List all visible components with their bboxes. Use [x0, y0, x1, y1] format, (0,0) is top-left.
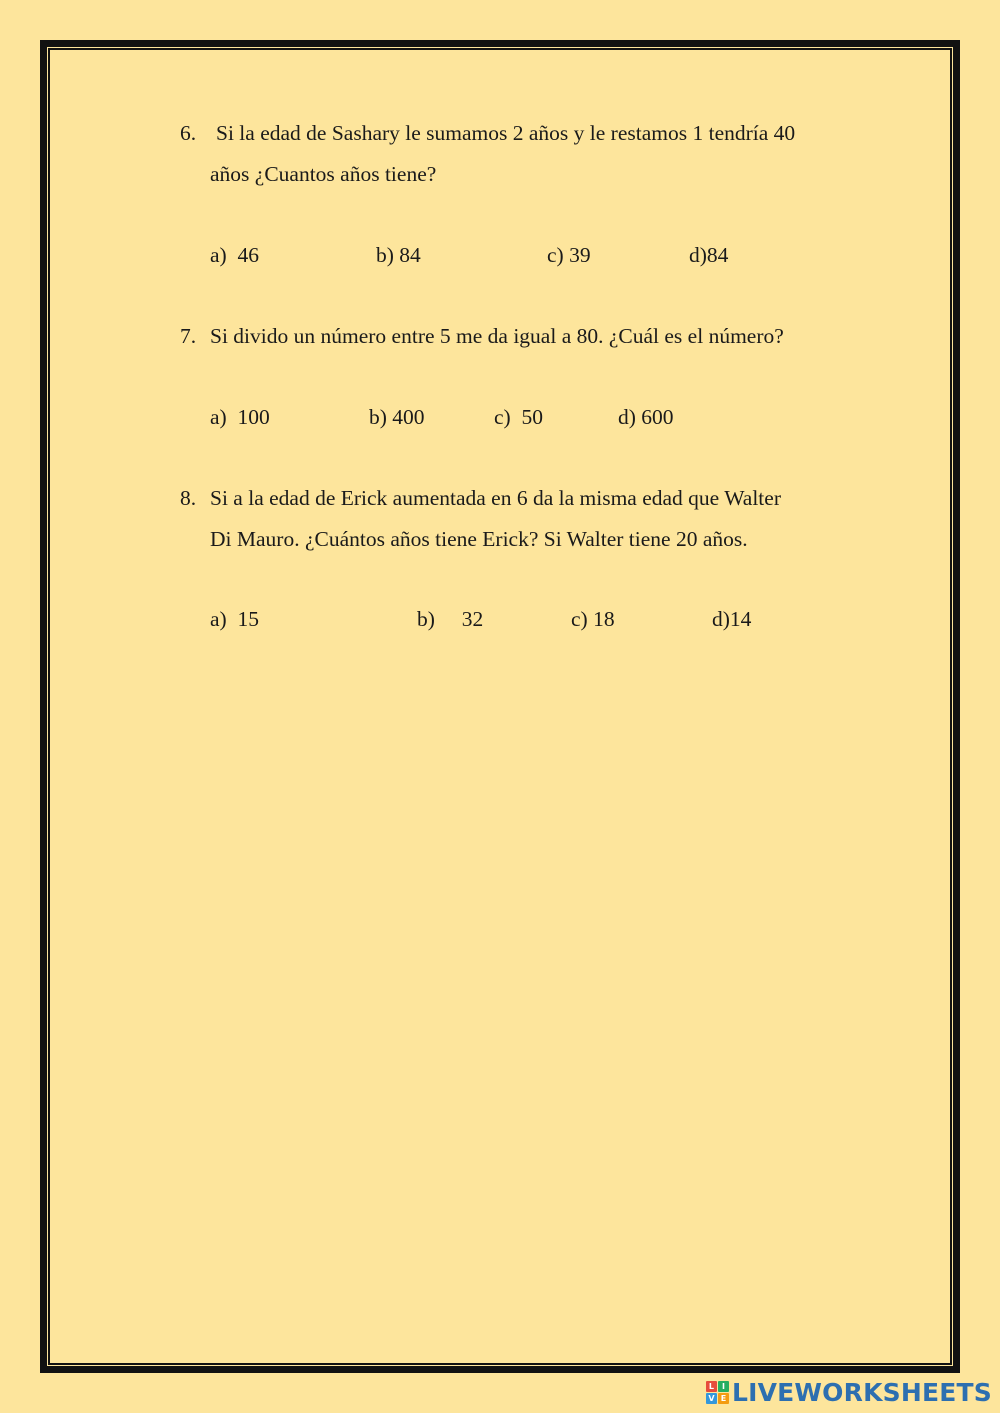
option-b[interactable]: b) 400 — [369, 405, 425, 429]
option-c[interactable]: c) 39 — [547, 243, 591, 267]
question-text-line-2: Di Mauro. ¿Cuántos años tiene Erick? Si Walter tiene 20 años. — [210, 527, 748, 551]
question-number: 6. — [180, 121, 197, 145]
option-b[interactable]: b) 84 — [376, 243, 421, 267]
option-a[interactable]: a) 46 — [210, 243, 259, 267]
option-c[interactable]: c) 18 — [571, 607, 615, 631]
question-text-line-1: Si a la edad de Erick aumentada en 6 da la misma edad que Walter — [210, 486, 781, 510]
option-a[interactable]: a) 100 — [210, 405, 270, 429]
page-border-inner — [48, 48, 952, 1365]
question-number: 7. — [180, 324, 197, 348]
option-d[interactable]: d)84 — [689, 243, 729, 267]
option-d[interactable]: d)14 — [712, 607, 752, 631]
logo-letter: L — [706, 1381, 717, 1392]
logo-letter: E — [718, 1393, 729, 1404]
logo-letter: V — [706, 1393, 717, 1404]
option-d[interactable]: d) 600 — [618, 405, 674, 429]
logo-letter: I — [718, 1381, 729, 1392]
question-text-line-1: Si divido un número entre 5 me da igual a 80. ¿Cuál es el número? — [210, 324, 784, 348]
question-text-line-2: años ¿Cuantos años tiene? — [210, 162, 437, 186]
option-a[interactable]: a) 15 — [210, 607, 259, 631]
option-b[interactable]: b) 32 — [417, 607, 484, 631]
liveworksheets-brand[interactable] — [706, 1377, 992, 1407]
question-text-line-1: Si la edad de Sashary le sumamos 2 años y le restamos 1 tendría 40 — [216, 121, 796, 145]
brand-name: LIVEWORKSHEETS — [731, 1377, 992, 1407]
liveworksheets-logo-icon — [706, 1381, 729, 1404]
question-number: 8. — [180, 486, 197, 510]
option-c[interactable]: c) 50 — [494, 405, 543, 429]
